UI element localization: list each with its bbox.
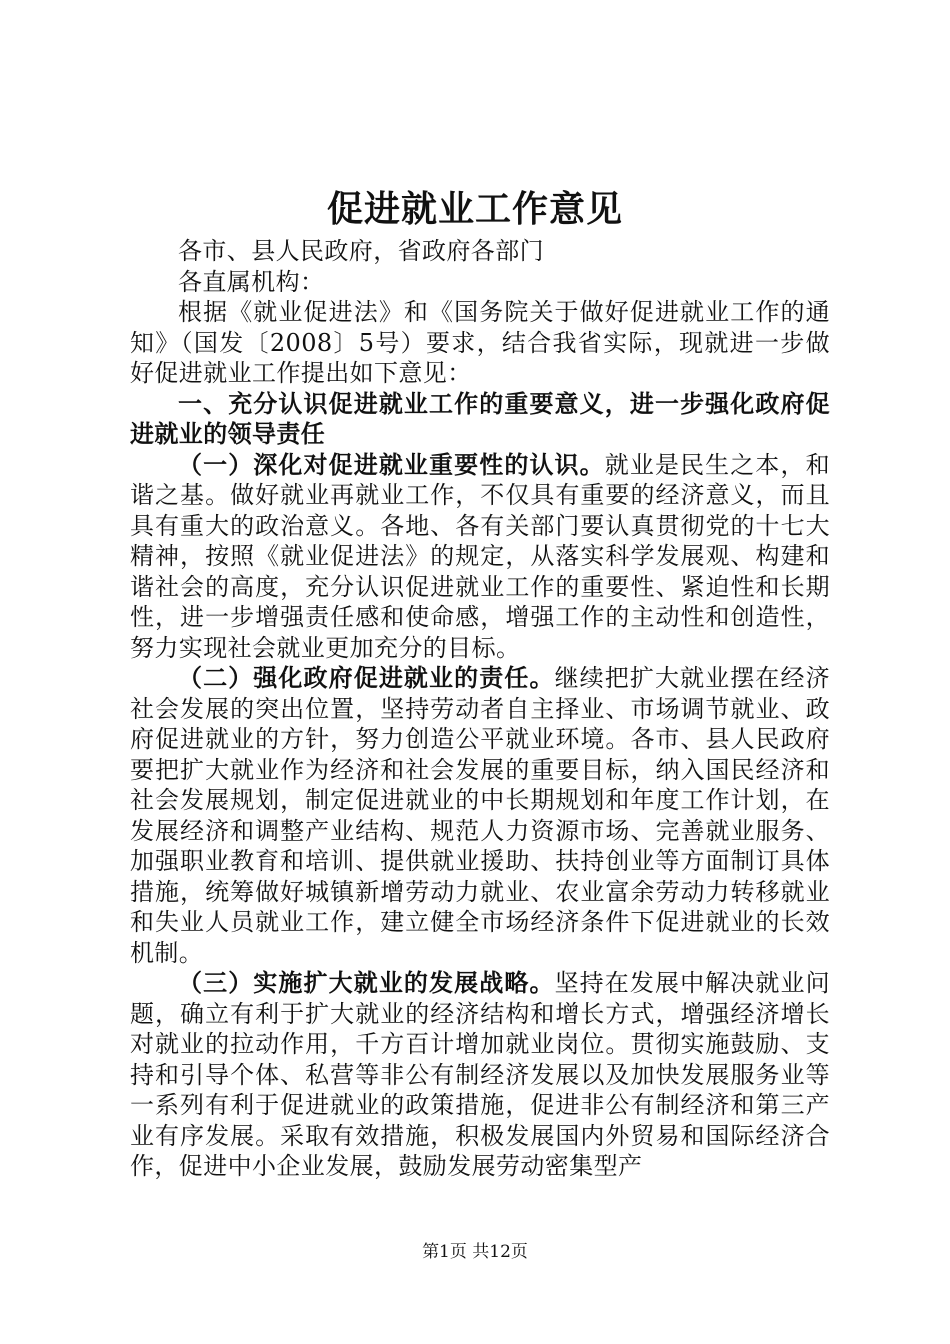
item-paragraph (130, 968, 830, 1182)
document-title: 促进就业工作意见 (326, 188, 623, 230)
item-lead: （二）强化政府促进就业的责任。 (178, 663, 555, 692)
item-lead: （一）深化对促进就业重要性的认识。 (178, 449, 605, 479)
item-text: 坚持在发展中解决就业问题，确立有利于扩大就业的经济结构和增长方式，增强经济增长对就业的拉动作用，千方百计增加就业岗位。贯彻实施鼓励、支持和引导个体、私营等非公有制经济发展以及加快发展服务业等一系列有利于促进就业的政策措施，促进非公有制经济和第三产业有序发展。采取有效措施，积极发展国内外贸易和国际经济合作，促进中小企业发展，鼓励发展劳动密集型产 (130, 969, 830, 1180)
section-heading: 一、充分认识促进就业工作的重要意义，进一步强化政府促进就业的领导责任 (130, 388, 830, 448)
document-body (130, 236, 830, 1182)
page-number-footer: 第1页 共12页 (422, 1242, 528, 1262)
intro-paragraph: 根据《就业促进法》和《国务院关于做好促进就业工作的通知》（国发〔2008〕5号）要求，结合我省实际，现就进一步做好促进就业工作提出如下意见： (130, 298, 830, 387)
item-text: 继续把扩大就业摆在经济社会发展的突出位置，坚持劳动者自主择业、市场调节就业、政府促进就业的方针，努力创造公平就业环境。各市、县人民政府要把扩大就业作为经济和社会发展的重要目标，纳入国民经济和社会发展规划，制定促进就业的中长期规划和年度工作计划，在发展经济和调整产业结构、规范人力资源市场、完善就业服务、加强职业教育和培训、提供就业援助、扶持创业等方面制订具体措施，统筹做好城镇新增劳动力就业、农业富余劳动力转移就业和失业人员就业工作，建立健全市场经济条件下促进就业的长效机制。 (130, 664, 830, 967)
item-text: 就业是民生之本，和谐之基。做好就业再就业工作，不仅具有重要的经济意义，而且具有重大的政治意义。各地、各有关部门要认真贯彻党的十七大精神，按照《就业促进法》的规定，从落实科学发展观、构建和谐社会的高度，充分认识促进就业工作的重要性、紧迫性和长期性，进一步增强责任感和使命感，增强工作的主动性和创造性，努力实现社会就业更加充分的目标。 (130, 450, 830, 662)
item-paragraph (130, 450, 830, 664)
addressee-line: 各市、县人民政府，省政府各部门 (178, 237, 544, 265)
item-lead: （三）实施扩大就业的发展战略。 (178, 968, 555, 997)
item-paragraph (130, 663, 830, 968)
addressee-line: 各直属机构： (178, 267, 325, 296)
